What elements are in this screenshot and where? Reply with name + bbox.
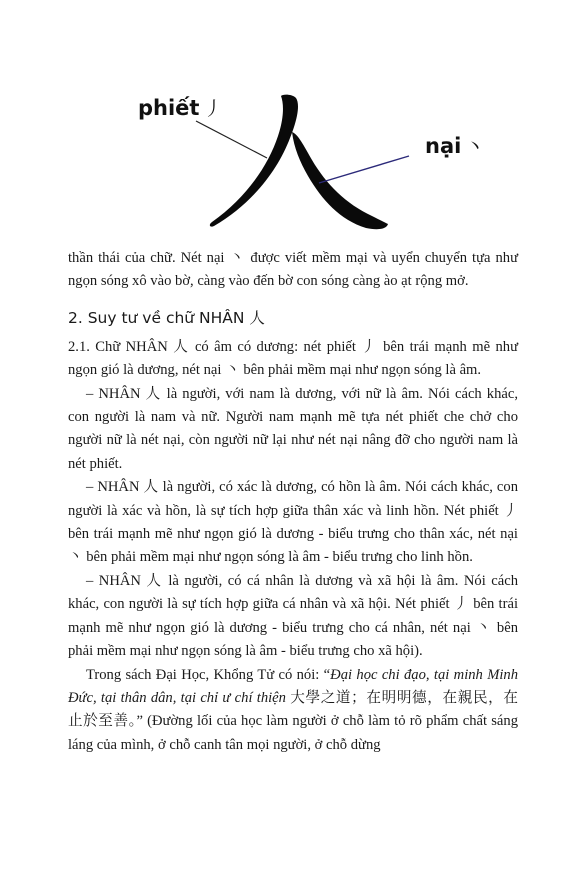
phiet-stroke bbox=[210, 95, 298, 227]
nai-label-glyph: 丶 bbox=[465, 136, 485, 158]
paragraph-2-1: 2.1. Chữ NHÂN 人 có âm có dương: nét phiết 丿 bên trái mạnh mẽ như ngọn gió là dương, nét nại 丶 bên phải mềm mại như ngọn sóng là âm. bbox=[68, 338, 518, 379]
page-body bbox=[68, 247, 518, 757]
paragraph-individual-society: – NHÂN 人 là người, có cá nhân là dương và xã hội là âm. Nói cách khác, con người là sự tích hợp giữa cá nhân và xã hội. Nét phiết 丿 bên trái mạnh mẽ như ngọn gió là dương - biểu trưng cho cá nhân, nét nại 丶 bên phải mềm mại như ngọn sóng là âm - biểu trưng cho xã hội). bbox=[68, 572, 518, 660]
dai-hoc-intro: Trong sách Đại Học, Khổng Tử có nói: “ bbox=[86, 666, 331, 683]
paragraph-dai-hoc bbox=[68, 664, 518, 758]
nai-stroke bbox=[292, 132, 388, 229]
dai-hoc-quote: Đại học chi đạo, tại minh Minh Đức, tại thân dân, tại chỉ ư chí thiện bbox=[68, 666, 519, 706]
section-heading: 2. Suy tư về chữ NHÂN 人 bbox=[68, 308, 265, 327]
nhan-character-illustration bbox=[0, 0, 586, 240]
dai-hoc-han-text: 大學之道；在明明德，在親民，在止於至善。 bbox=[68, 689, 518, 730]
phiet-pointer-line bbox=[196, 121, 267, 158]
nai-label-text: nại bbox=[425, 134, 462, 158]
character-figure bbox=[0, 0, 586, 240]
nai-pointer-line bbox=[319, 156, 409, 183]
phiet-label bbox=[138, 94, 222, 121]
phiet-label-text: phiết bbox=[138, 96, 200, 120]
paragraph-body-soul: – NHÂN 人 là người, có xác là dương, có hồn là âm. Nói cách khác, con người là xác và hồn, là sự tích hợp giữa thân xác và linh hồn. Nét phiết 丿 bên trái mạnh mẽ như ngọn gió là dương - biểu trưng cho thân xác, nét nại 丶 bên phải mềm mại như ngọn sóng là âm - biểu trưng cho linh hồn. bbox=[68, 479, 518, 566]
dai-hoc-explanation: ” (Đường lối của học làm người ở chỗ làm tỏ rõ phẩm chất sáng láng của mình, ở chỗ canh tân mọi người, ở chỗ dừng bbox=[68, 713, 518, 753]
nai-label bbox=[425, 132, 484, 159]
paragraph-intro: thần thái của chữ. Nét nại 丶 được viết mềm mại và uyển chuyển tựa như ngọn sóng xô vào bờ, càng vào đến bờ con sóng càng ào ạt rộng mở. bbox=[68, 250, 518, 290]
phiet-label-glyph: 丿 bbox=[203, 98, 223, 120]
paragraph-gender: – NHÂN 人 là người, với nam là dương, với nữ là âm. Nói cách khác, con người là nam và nữ. Người nam mạnh mẽ tựa nét phiết che chở cho người nữ là nét nại, còn người nữ lại như nét nại nâng đỡ cho người nam là nét phiết. bbox=[68, 385, 518, 472]
